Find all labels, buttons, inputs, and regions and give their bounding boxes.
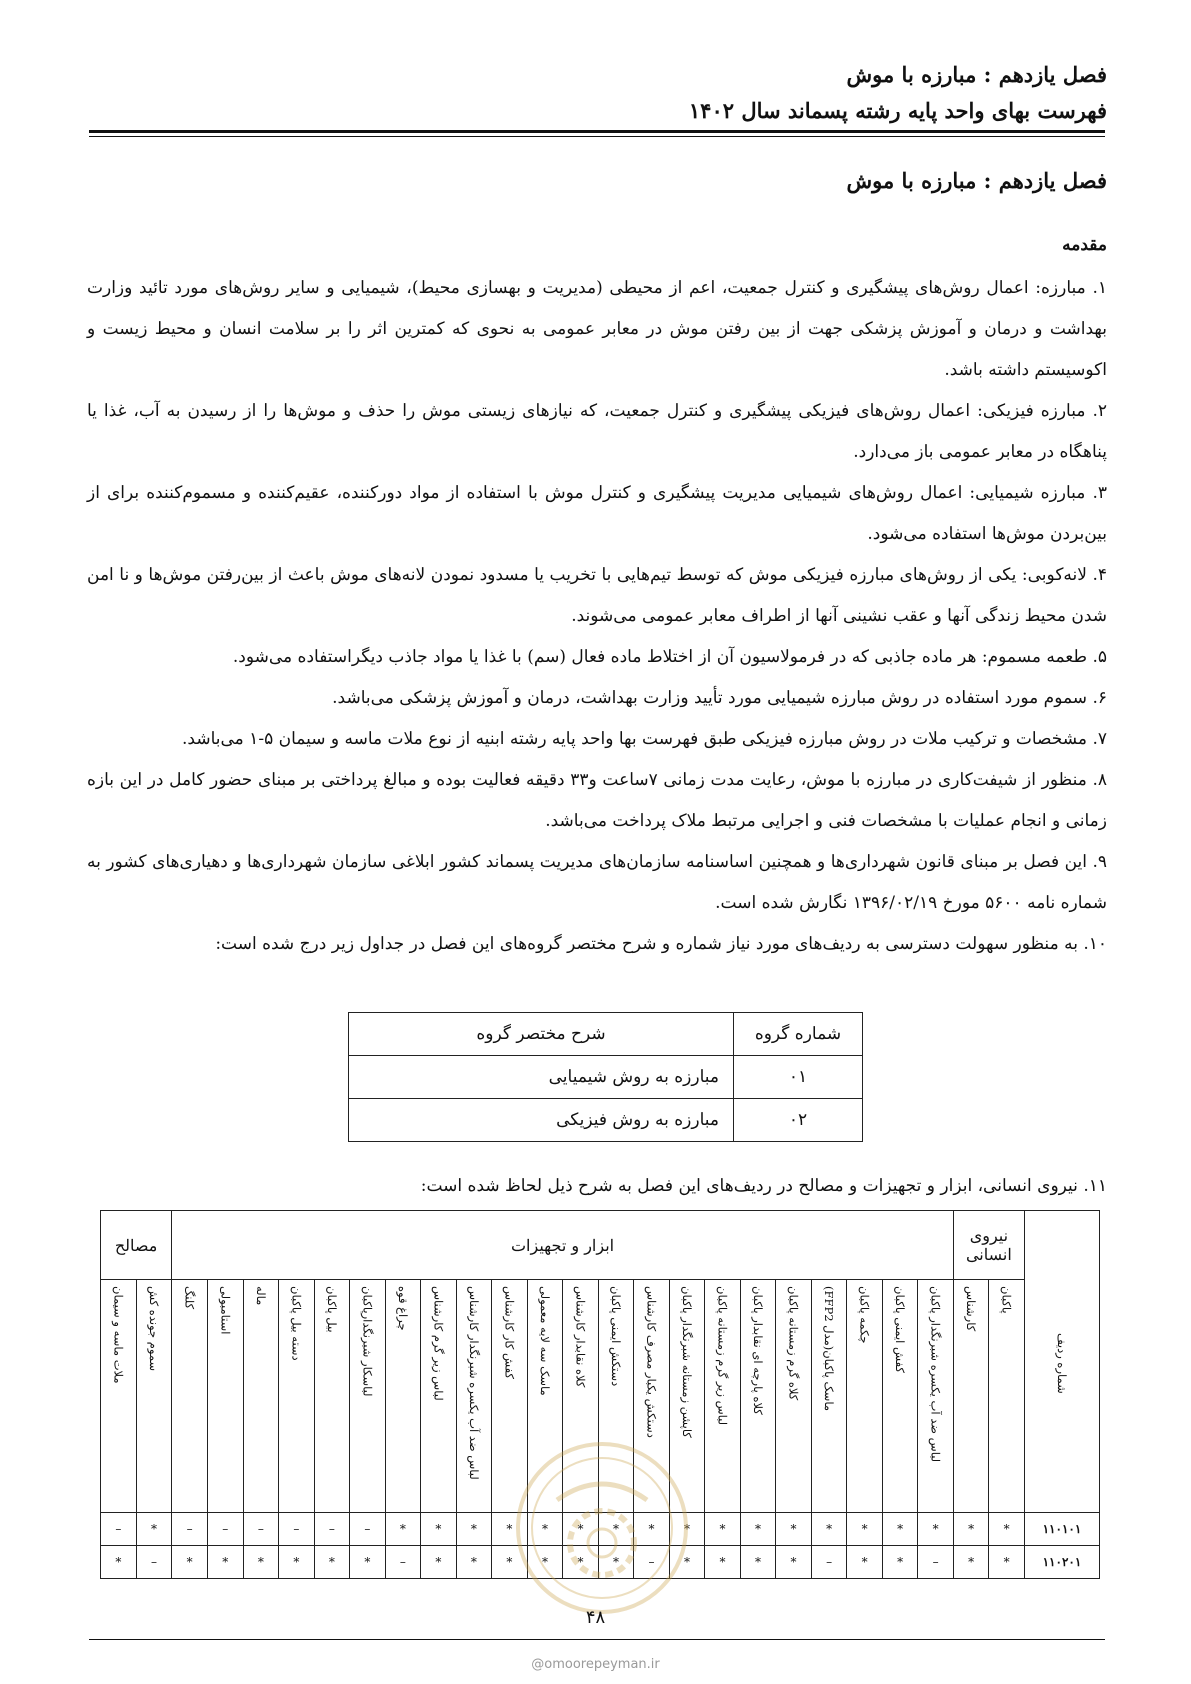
resource-mark: * xyxy=(740,1513,776,1546)
tools-column-header xyxy=(350,1280,386,1513)
resource-mark: * xyxy=(492,1546,528,1579)
resource-mark: – xyxy=(279,1513,315,1546)
paragraph-6: ۶. سموم مورد استفاده در روش مبارزه شیمیایی مورد تأیید وزارت بهداشت، درمان و آموزش پزشکی می‌باشد. xyxy=(332,688,1107,708)
resource-mark: – xyxy=(208,1513,244,1546)
group-desc: مبارزه به روش شیمیایی xyxy=(349,1056,734,1099)
column-header-text: کارشناس xyxy=(964,1286,979,1332)
paragraph-5: ۵. طعمه مسموم: هر ماده جاذبی که در فرمولاسیون آن از اختلاط ماده فعال (سم) با غذا یا مواد جاذب دیگراستفاده می‌شود. xyxy=(232,647,1107,667)
resource-mark: * xyxy=(243,1546,279,1579)
paragraph-7: ۷. مشخصات و ترکیب ملات در روش مبارزه فیزیکی طبق فهرست بها واحد پایه رشته ابنیه از نوع ملات ماسه و سیمان ۵-۱ می‌باشد. xyxy=(182,729,1107,749)
resource-mark: * xyxy=(172,1546,208,1579)
table-row xyxy=(349,1056,863,1099)
paragraph-4: ۴. لانه‌کوبی: یکی از روش‌های مبارزه فیزیکی موش که توسط تیم‌هایی با تخریب یا مسدود نمودن لانه‌های موش باعث از بین‌رفتن موش‌ها و نا امن شدن محیط زندگی آنها و عقب نشینی آنها از اطراف معابر عمومی می‌شوند. xyxy=(87,565,1107,626)
group-table xyxy=(348,1012,863,1142)
resource-mark: – xyxy=(243,1513,279,1546)
row-code: ۱۱۰۲۰۱ xyxy=(1024,1546,1099,1579)
header-rule-thick xyxy=(89,130,1105,133)
resource-mark: * xyxy=(421,1546,457,1579)
tools-column-header xyxy=(172,1280,208,1513)
tools-column-header xyxy=(314,1280,350,1513)
resource-mark: * xyxy=(669,1513,705,1546)
paragraph-10: ۱۰. به منظور سهولت دسترسی به ردیف‌های مورد نیاز شماره و شرح مختصر گروه‌های این فصل در جداول زیر درج شده است: xyxy=(215,934,1107,954)
resource-mark: * xyxy=(776,1513,812,1546)
tools-column-header xyxy=(208,1280,244,1513)
column-header-text: ماله xyxy=(253,1286,268,1306)
column-header-text: ماسک پاکبان(مدل FFP2) xyxy=(822,1286,837,1412)
column-header-text: ماسک سه لایه معمولی xyxy=(537,1286,552,1396)
paragraph-9: ۹. این فصل بر مبنای قانون شهرداری‌ها و همچنین اساسنامه سازمان‌های مدیریت پسماند کشور ابلاغی سازمان شهرداری‌ها و دهیاری‌های کشور به شماره نامه ۵۶۰۰ مورخ ۱۳۹۶/۰۲/۱۹ نگارش شده است. xyxy=(87,852,1107,913)
resource-mark: * xyxy=(136,1513,172,1546)
column-header-text: دستکش ایمنی پاکبان xyxy=(608,1286,623,1387)
manpower-column-header xyxy=(953,1280,989,1513)
paragraph-8: ۸. منظور از شیفت‌کاری در مبارزه با موش، رعایت مدت زمانی ۷ساعت و۳۳ دقیقه فعالیت بوده و مبالغ پرداختی بر مبنای حضور کامل در این بازه زمانی و انجام عملیات با مشخصات فنی و اجرایی مرتبط ملاک پرداخت می‌باشد. xyxy=(87,770,1107,831)
column-header-text: لباس زیر گرم زمستانه پاکبان xyxy=(715,1286,730,1426)
resource-mark: * xyxy=(776,1546,812,1579)
resource-mark: * xyxy=(989,1513,1025,1546)
column-header-text: دستکش یکبار مصرف کارشناس xyxy=(644,1286,659,1438)
tools-column-header xyxy=(243,1280,279,1513)
resource-mark: * xyxy=(705,1546,741,1579)
paragraph-2: ۲. مبارزه فیزیکی: اعمال روش‌های فیزیکی پیشگیری و کنترل جمعیت، که نیازهای زیستی موش را حذف و موش‌ها را از رسیدن به آب، غذا یا پناهگاه در معابر عمومی باز می‌دارد. xyxy=(87,401,1107,462)
resource-mark: * xyxy=(740,1546,776,1579)
resource-mark: * xyxy=(953,1546,989,1579)
group-number: ۰۱ xyxy=(734,1056,863,1099)
column-header-text: بیل پاکبان xyxy=(324,1286,339,1333)
column-header-text: ملات ماسه و سیمان xyxy=(111,1286,126,1384)
resource-mark: * xyxy=(705,1513,741,1546)
resource-mark: * xyxy=(421,1513,457,1546)
intro-heading: مقدمه xyxy=(1062,235,1107,255)
resource-mark: – xyxy=(918,1546,954,1579)
resource-mark: * xyxy=(669,1546,705,1579)
resource-mark: * xyxy=(527,1546,563,1579)
group-desc-header: شرح مختصر گروه xyxy=(349,1013,734,1056)
resource-mark: * xyxy=(385,1513,421,1546)
column-header-text: چکمه پاکبان xyxy=(857,1286,872,1344)
tools-column-header xyxy=(776,1280,812,1513)
materials-group-header: مصالح xyxy=(101,1211,172,1280)
running-header xyxy=(87,60,1107,126)
column-header-text: پاکبان xyxy=(999,1286,1014,1314)
manpower-group-header: نیروی انسانی xyxy=(953,1211,1024,1280)
group-number-header: شماره گروه xyxy=(734,1013,863,1056)
column-header-text: لباسکار شبرنگدارپاکبان xyxy=(360,1286,375,1397)
resource-mark: – xyxy=(314,1513,350,1546)
resource-mark: * xyxy=(847,1546,883,1579)
resource-mark: * xyxy=(208,1546,244,1579)
tools-column-header xyxy=(740,1280,776,1513)
row-number-header xyxy=(1024,1211,1099,1513)
resource-mark: * xyxy=(563,1513,599,1546)
resource-mark: * xyxy=(918,1513,954,1546)
tools-column-header xyxy=(279,1280,315,1513)
column-header-text: لباس ضد آب یکسره شبرنگدار پاکبان xyxy=(928,1286,943,1463)
paragraph-3: ۳. مبارزه شیمیایی: اعمال روش‌های شیمیایی مدیریت پیشگیری و کنترل موش با استفاده از مواد دورکننده، عقیم‌کننده و مسموم‌کننده برای از بین‌بردن موش‌ها استفاده می‌شود. xyxy=(87,483,1107,544)
column-header-text: کلاه گرم زمستانه پاکبان xyxy=(786,1286,801,1401)
resource-mark: * xyxy=(598,1513,634,1546)
resource-mark: * xyxy=(456,1513,492,1546)
column-header-text: لباس ضد آب یکسره شبرنگدار کارشناس xyxy=(466,1286,481,1480)
resource-mark: * xyxy=(456,1546,492,1579)
tools-column-header xyxy=(882,1280,918,1513)
header-chapter: فصل یازدهم : مبارزه با موش xyxy=(846,62,1107,87)
tools-column-header xyxy=(811,1280,847,1513)
tools-column-header xyxy=(847,1280,883,1513)
resource-mark: * xyxy=(492,1513,528,1546)
column-header-text: کفش ایمنی پاکبان xyxy=(893,1286,908,1373)
column-header-text: لباس زیر گرم کارشناس xyxy=(431,1286,446,1401)
header-rule-thin xyxy=(89,136,1105,137)
column-header-text: کلاه نقابدار کارشناس xyxy=(573,1286,588,1388)
materials-column-header xyxy=(136,1280,172,1513)
resource-mark: * xyxy=(563,1546,599,1579)
column-header-text: سموم جونده کش xyxy=(146,1286,161,1372)
footer-rule xyxy=(89,1639,1105,1640)
header-book-title: فهرست بهای واحد پایه رشته پسماند سال ۱۴۰۲ xyxy=(688,98,1107,123)
tools-column-header xyxy=(421,1280,457,1513)
column-header-text: دسته بیل پاکبان xyxy=(289,1286,304,1361)
watermark-stamp xyxy=(512,1438,692,1618)
tools-column-header xyxy=(456,1280,492,1513)
resource-mark: * xyxy=(101,1546,137,1579)
resource-mark: * xyxy=(953,1513,989,1546)
resource-mark: * xyxy=(847,1513,883,1546)
paragraph-11: ۱۱. نیروی انسانی، ابزار و تجهیزات و مصالح در ردیف‌های این فصل به شرح ذیل لحاظ شده است: xyxy=(420,1176,1107,1196)
intro-paragraphs xyxy=(87,268,1107,965)
resource-mark: – xyxy=(101,1513,137,1546)
group-desc: مبارزه به روش فیزیکی xyxy=(349,1099,734,1142)
manpower-column-header xyxy=(989,1280,1025,1513)
column-header-text: کاپشن زمستانه شبرنگدار پاکبان xyxy=(680,1286,694,1438)
resource-mark: – xyxy=(385,1546,421,1579)
table-row xyxy=(349,1099,863,1142)
resource-mark: * xyxy=(882,1513,918,1546)
resource-mark: * xyxy=(989,1546,1025,1579)
resource-mark: – xyxy=(811,1546,847,1579)
column-header-text: چراغ قوه xyxy=(395,1286,410,1331)
row-number-header-text: شماره ردیف xyxy=(1054,1332,1069,1394)
resource-mark: * xyxy=(314,1546,350,1579)
site-watermark: @omoorepeyman.ir xyxy=(531,1657,660,1672)
resource-mark: – xyxy=(350,1513,386,1546)
materials-column-header xyxy=(101,1280,137,1513)
resource-mark: – xyxy=(634,1546,670,1579)
resource-mark: * xyxy=(350,1546,386,1579)
column-header-text: کلنگ xyxy=(182,1286,197,1310)
row-code: ۱۱۰۱۰۱ xyxy=(1024,1513,1099,1546)
resource-mark: – xyxy=(172,1513,208,1546)
column-header-text: کفش کار کارشناس xyxy=(502,1286,517,1379)
tools-column-header xyxy=(705,1280,741,1513)
column-header-text: کلاه پارچه ای نقابدار پاکبان xyxy=(751,1286,766,1415)
chapter-title: فصل یازدهم : مبارزه با موش xyxy=(846,168,1107,193)
resource-mark: * xyxy=(279,1546,315,1579)
resource-mark: * xyxy=(882,1546,918,1579)
column-header-text: استامبولی xyxy=(218,1286,233,1335)
group-number: ۰۲ xyxy=(734,1099,863,1142)
page-number: ۴۸ xyxy=(585,1607,606,1628)
resource-mark: * xyxy=(811,1513,847,1546)
tools-column-header xyxy=(385,1280,421,1513)
resource-mark: * xyxy=(634,1513,670,1546)
tools-column-header xyxy=(918,1280,954,1513)
resource-mark: * xyxy=(527,1513,563,1546)
paragraph-1: ۱. مبارزه: اعمال روش‌های پیشگیری و کنترل جمعیت، اعم از محیطی (مدیریت و بهسازی محیط)، شیمیایی و سایر روش‌های مورد تائید وزارت بهداشت و درمان و آموزش پزشکی جهت از بین رفتن موش در معابر عمومی به نحوی که کمترین اثر را بر سلامت انسان و محیط زیست و اکوسیستم داشته باشد. xyxy=(87,278,1107,380)
resource-mark: * xyxy=(598,1546,634,1579)
resource-mark: – xyxy=(136,1546,172,1579)
tools-group-header: ابزار و تجهیزات xyxy=(172,1211,954,1280)
